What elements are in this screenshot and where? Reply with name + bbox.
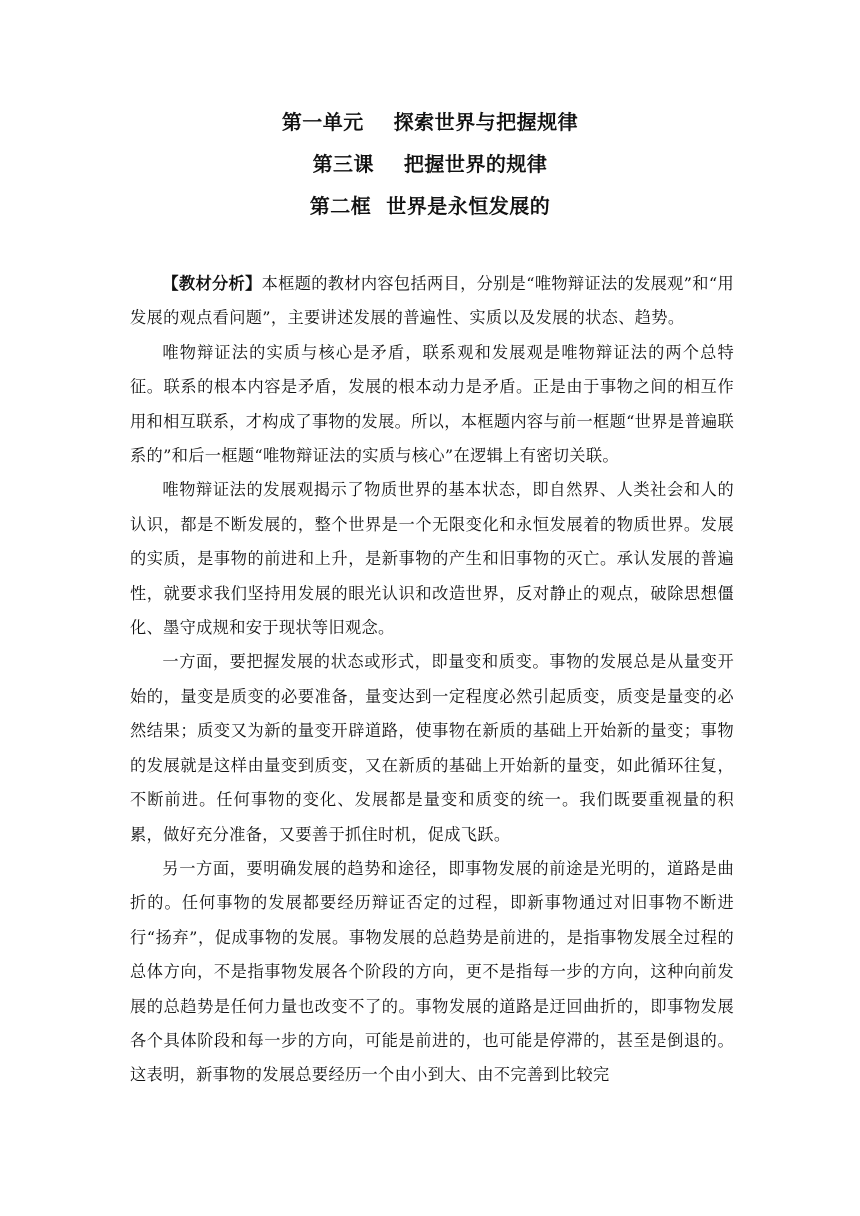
analysis-paragraph (130, 267, 734, 336)
body-paragraph-3: 一方面，要把握发展的状态或形式，即量变和质变。事物的发展总是从量变开始的，量变是质变的必要准备，量变达到一定程度必然引起质变，质变是量变的必然结果；质变又为新的量变开辟道路，使事物在新质的基础上开始新的量变；事物的发展就是这样由量变到质变，又在新质的基础上开始新的量变，如此循环往复，不断前进。任何事物的变化、发展都是量变和质变的统一。我们既要重视量的积累，做好充分准备，又要善于抓住时机，促成飞跃。 (130, 652, 734, 844)
body-paragraph-1: 唯物辩证法的实质与核心是矛盾，联系观和发展观是唯物辩证法的两个总特征。联系的根本内容是矛盾，发展的根本动力是矛盾。正是由于事物之间的相互作用和相互联系，才构成了事物的发展。所以，本框题内容与前一框题“世界是普遍联系的”和后一框题“唯物辩证法的实质与核心”在逻辑上有密切关联。 (130, 342, 734, 466)
body-paragraph-4: 另一方面，要明确发展的趋势和途径，即事物发展的前途是光明的，道路是曲折的。任何事物的发展都要经历辩证否定的过程，即新事物通过对旧事物不断进行“扬弃”，促成事物的发展。事物发展的总趋势是前进的，是指事物发展全过程的总体方向，不是指事物发展各个阶段的方向，更不是指每一步的方向，这种向前发展的总趋势是任何力量也改变不了的。事物发展的道路是迂回曲折的，即事物发展各个具体阶段和每一步的方向，可能是前进的，也可能是停滞的，甚至是倒退的。这表明，新事物的发展总要经历一个由小到大、由不完善到比较完 (130, 858, 734, 1085)
analysis-label: 【教材分析】 (162, 274, 262, 293)
analysis-text: 本框题的教材内容包括两目，分别是“唯物辩证法的发展观”和“用发展的观点看问题”，主要讲述发展的普遍性、实质以及发展的状态、趋势。 (130, 274, 735, 328)
lesson-title: 第三课 把握世界的规律 (312, 152, 548, 176)
body-paragraph-2: 唯物辩证法的发展观揭示了物质世界的基本状态，即自然界、人类社会和人的认识，都是不断发展的，整个世界是一个无限变化和永恒发展着的物质世界。发展的实质，是事物的前进和上升，是新事物的产生和旧事物的灭亡。承认发展的普遍性，就要求我们坚持用发展的眼光认识和改造世界，反对静止的观点，破除思想僵化、墨守成规和安于现状等旧观念。 (130, 480, 734, 638)
unit-title: 第一单元 探索世界与把握规律 (281, 110, 579, 134)
section-title: 第二框 世界是永恒发展的 (309, 194, 551, 218)
document-body (130, 267, 734, 1093)
title-block (0, 101, 860, 227)
